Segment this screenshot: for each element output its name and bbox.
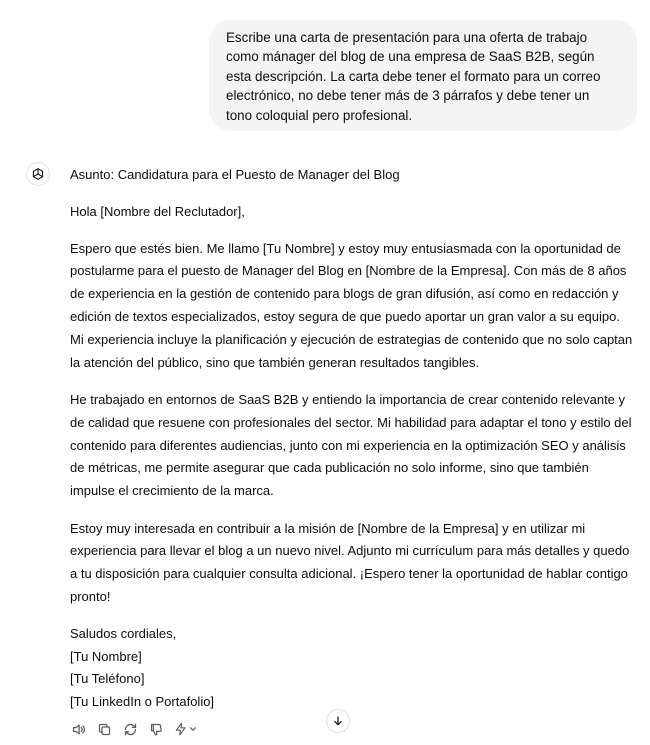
user-message-bubble <box>209 20 637 131</box>
arrow-down-icon <box>332 715 344 727</box>
model-switch-button[interactable] <box>174 722 197 736</box>
signoff-line: Saludos cordiales, <box>70 626 177 642</box>
read-aloud-button[interactable] <box>70 721 86 737</box>
model-switch-icon <box>174 722 188 736</box>
signoff-line: [Tu Nombre] <box>70 648 142 664</box>
email-paragraph: He trabajado en entornos de SaaS B2B y entiendo la importancia de crear contenido relevante y de calidad que resuene con profesionales del sector. Mi habilidad para adaptar el tono y estilo del contenido para diferentes audiencias, junto con mi experiencia en la optimización SEO y análisis de métricas, me permite asegurar que cada publicación no solo informe, sino que también impulse el crecimiento de la marca. <box>70 391 632 499</box>
email-signoff <box>70 623 635 713</box>
assistant-avatar <box>26 162 50 186</box>
chevron-down-icon <box>189 725 197 733</box>
copy-icon <box>97 722 112 737</box>
message-actions <box>70 719 197 739</box>
assistant-message <box>70 164 635 713</box>
user-message-text: Escribe una carta de presentación para una oferta de trabajo como mánager del blog de una empresa de SaaS B2B, según esta descripción. La carta debe tener el formato para un correo electrónico, no debe tener más de 3 párrafos y debe tener un tono coloquial pero profesional. <box>226 30 601 123</box>
signoff-line: [Tu LinkedIn o Portafolio] <box>70 693 215 709</box>
email-paragraph: Espero que estés bien. Me llamo [Tu Nombre] y estoy muy entusiasmada con la oportunidad de postularme para el puesto de Manager del Blog en [Nombre de la Empresa]. Con más de 8 años de experiencia en la gestión de contenido para blogs de gran difusión, así como en redacción y edición de textos especializados, estoy segura de que puedo aportar un gran valor a su equipo. Mi experiencia incluye la planificación y ejecución de estrategias de contenido que no solo captan la atención del público, sino que también generan resultados tangibles. <box>70 240 633 370</box>
bad-response-button[interactable] <box>148 721 164 737</box>
regenerate-icon <box>123 722 138 737</box>
email-greeting: Hola [Nombre del Reclutador], <box>70 203 245 219</box>
signoff-line: [Tu Teléfono] <box>70 671 145 687</box>
scroll-to-bottom-button[interactable] <box>326 709 350 733</box>
regenerate-button[interactable] <box>122 721 138 737</box>
copy-button[interactable] <box>96 721 112 737</box>
email-subject: Asunto: Candidatura para el Puesto de Manager del Blog <box>70 167 400 182</box>
thumbs-down-icon <box>149 722 164 737</box>
openai-logo-icon <box>30 166 46 182</box>
speaker-icon <box>71 722 86 737</box>
email-paragraph: Estoy muy interesada en contribuir a la misión de [Nombre de la Empresa] y en utilizar mi experiencia para llevar el blog a un nuevo nivel. Adjunto mi currículum para más detalles y quedo a tu disposición para cualquier consulta adicional. ¡Espero tener la oportunidad de hablar contigo pronto! <box>70 520 630 604</box>
